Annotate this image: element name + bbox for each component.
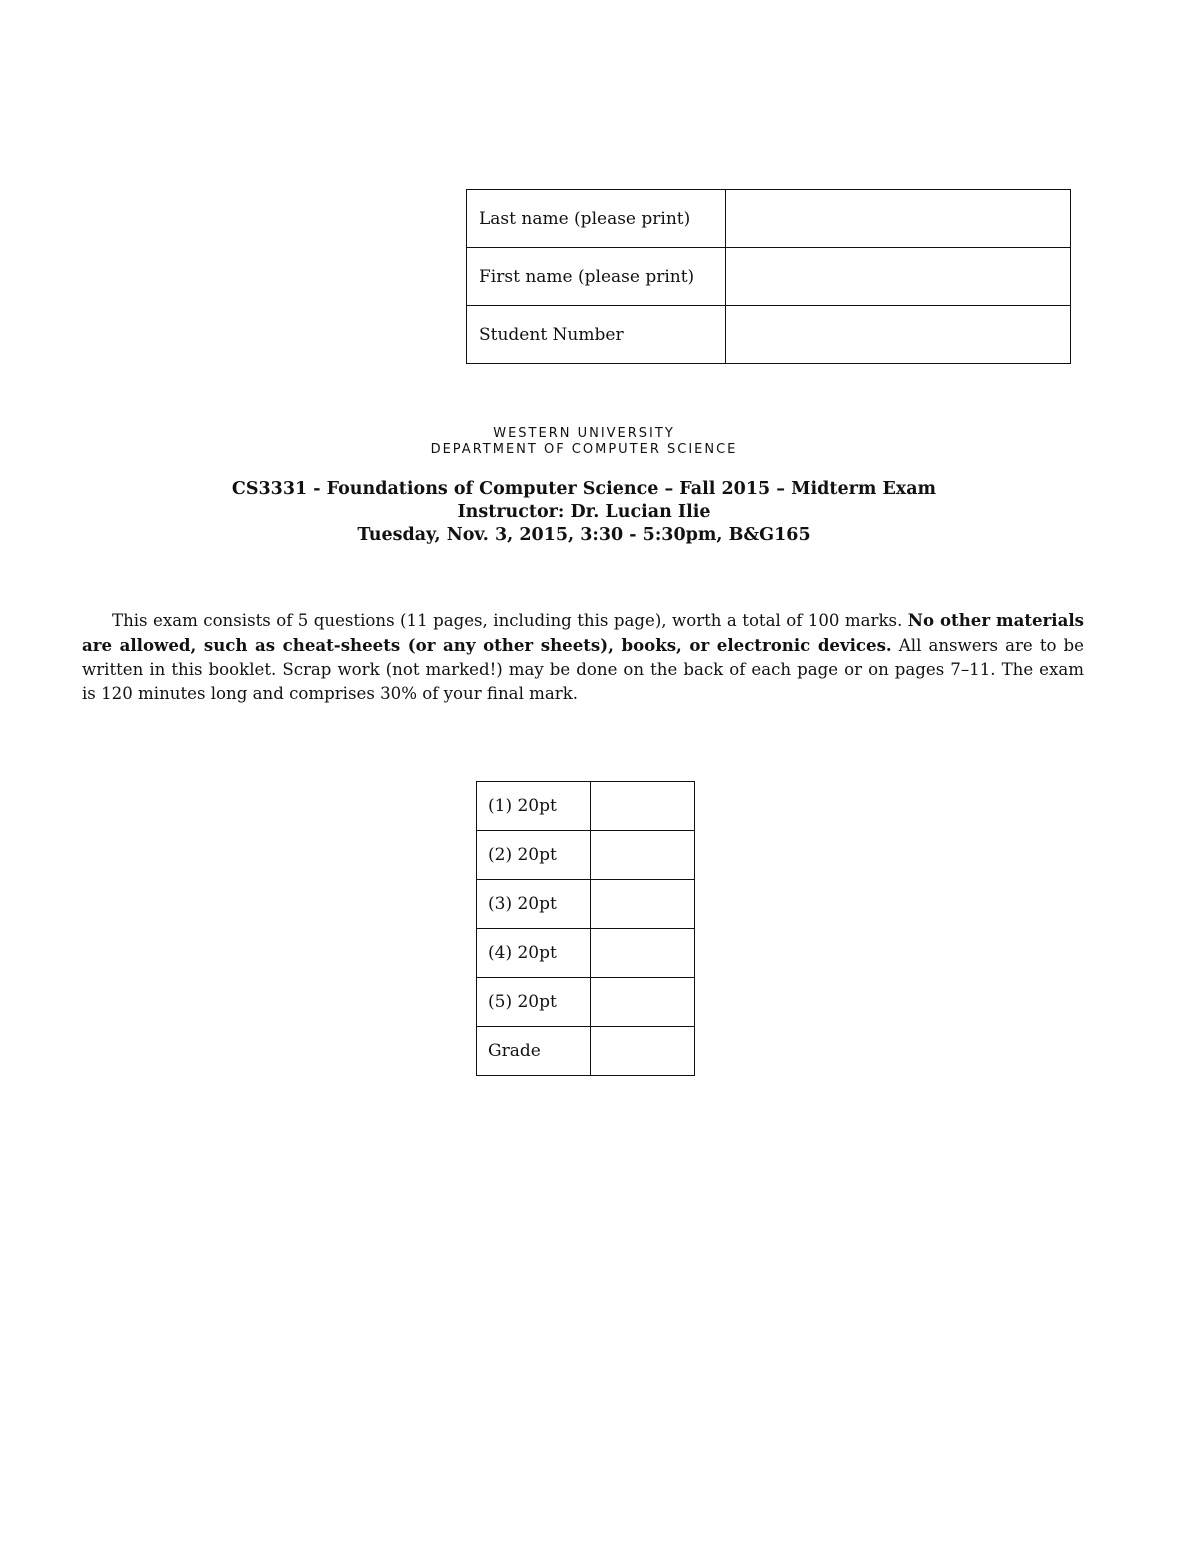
grade-row-score — [591, 880, 695, 929]
grade-total-label: Grade — [477, 1027, 591, 1076]
exam-header — [0, 426, 1168, 547]
exam-titles — [0, 478, 1168, 547]
department-name: DEPARTMENT OF COMPUTER SCIENCE — [430, 442, 738, 457]
grade-table — [476, 781, 695, 1076]
grade-row-score — [591, 929, 695, 978]
last-name-label: Last name (please print) — [467, 190, 726, 248]
grade-row — [477, 929, 695, 978]
grade-row — [477, 978, 695, 1027]
first-name-label: First name (please print) — [467, 248, 726, 306]
exam-datetime: Tuesday, Nov. 3, 2015, 3:30 - 5:30pm, B&G165 — [357, 525, 811, 545]
instructions-text-1: This exam consists of 5 questions (11 pages, including this page), worth a total of 100 marks. — [112, 611, 908, 630]
course-title: CS3331 - Foundations of Computer Science – Fall 2015 – Midterm Exam — [231, 479, 937, 499]
grade-row-score — [591, 831, 695, 880]
grade-total-score — [591, 1027, 695, 1076]
student-number-label: Student Number — [467, 306, 726, 364]
grade-row-label: (4) 20pt — [477, 929, 591, 978]
instructions-text-2: All answers are to be written in this booklet. Scrap work (not marked!) may be done on the back of each page or on pages 7–11. The exam is 120 minutes long and comprises 30% of your final mark. — [82, 636, 1084, 703]
grade-row — [477, 831, 695, 880]
grade-row-label: (3) 20pt — [477, 880, 591, 929]
university-name: WESTERN UNIVERSITY — [493, 426, 675, 441]
instructor-line: Instructor: Dr. Lucian Ilie — [457, 502, 711, 522]
last-name-field[interactable] — [726, 190, 1071, 248]
grade-row-score — [591, 782, 695, 831]
student-number-row — [467, 306, 1071, 364]
grade-row — [477, 880, 695, 929]
instructions-bold-text: No other materials are allowed, such as cheat-sheets (or any other sheets), books, or electronic devices. — [82, 610, 1084, 655]
grade-row-score — [591, 978, 695, 1027]
first-name-field[interactable] — [726, 248, 1071, 306]
student-info-table — [466, 189, 1071, 364]
first-name-row — [467, 248, 1071, 306]
grade-row — [477, 782, 695, 831]
grade-row-label: (1) 20pt — [477, 782, 591, 831]
grade-row-label: (2) 20pt — [477, 831, 591, 880]
last-name-row — [467, 190, 1071, 248]
student-number-field[interactable] — [726, 306, 1071, 364]
grade-row-label: (5) 20pt — [477, 978, 591, 1027]
grade-total-row — [477, 1027, 695, 1076]
instructions-paragraph — [82, 608, 1084, 706]
